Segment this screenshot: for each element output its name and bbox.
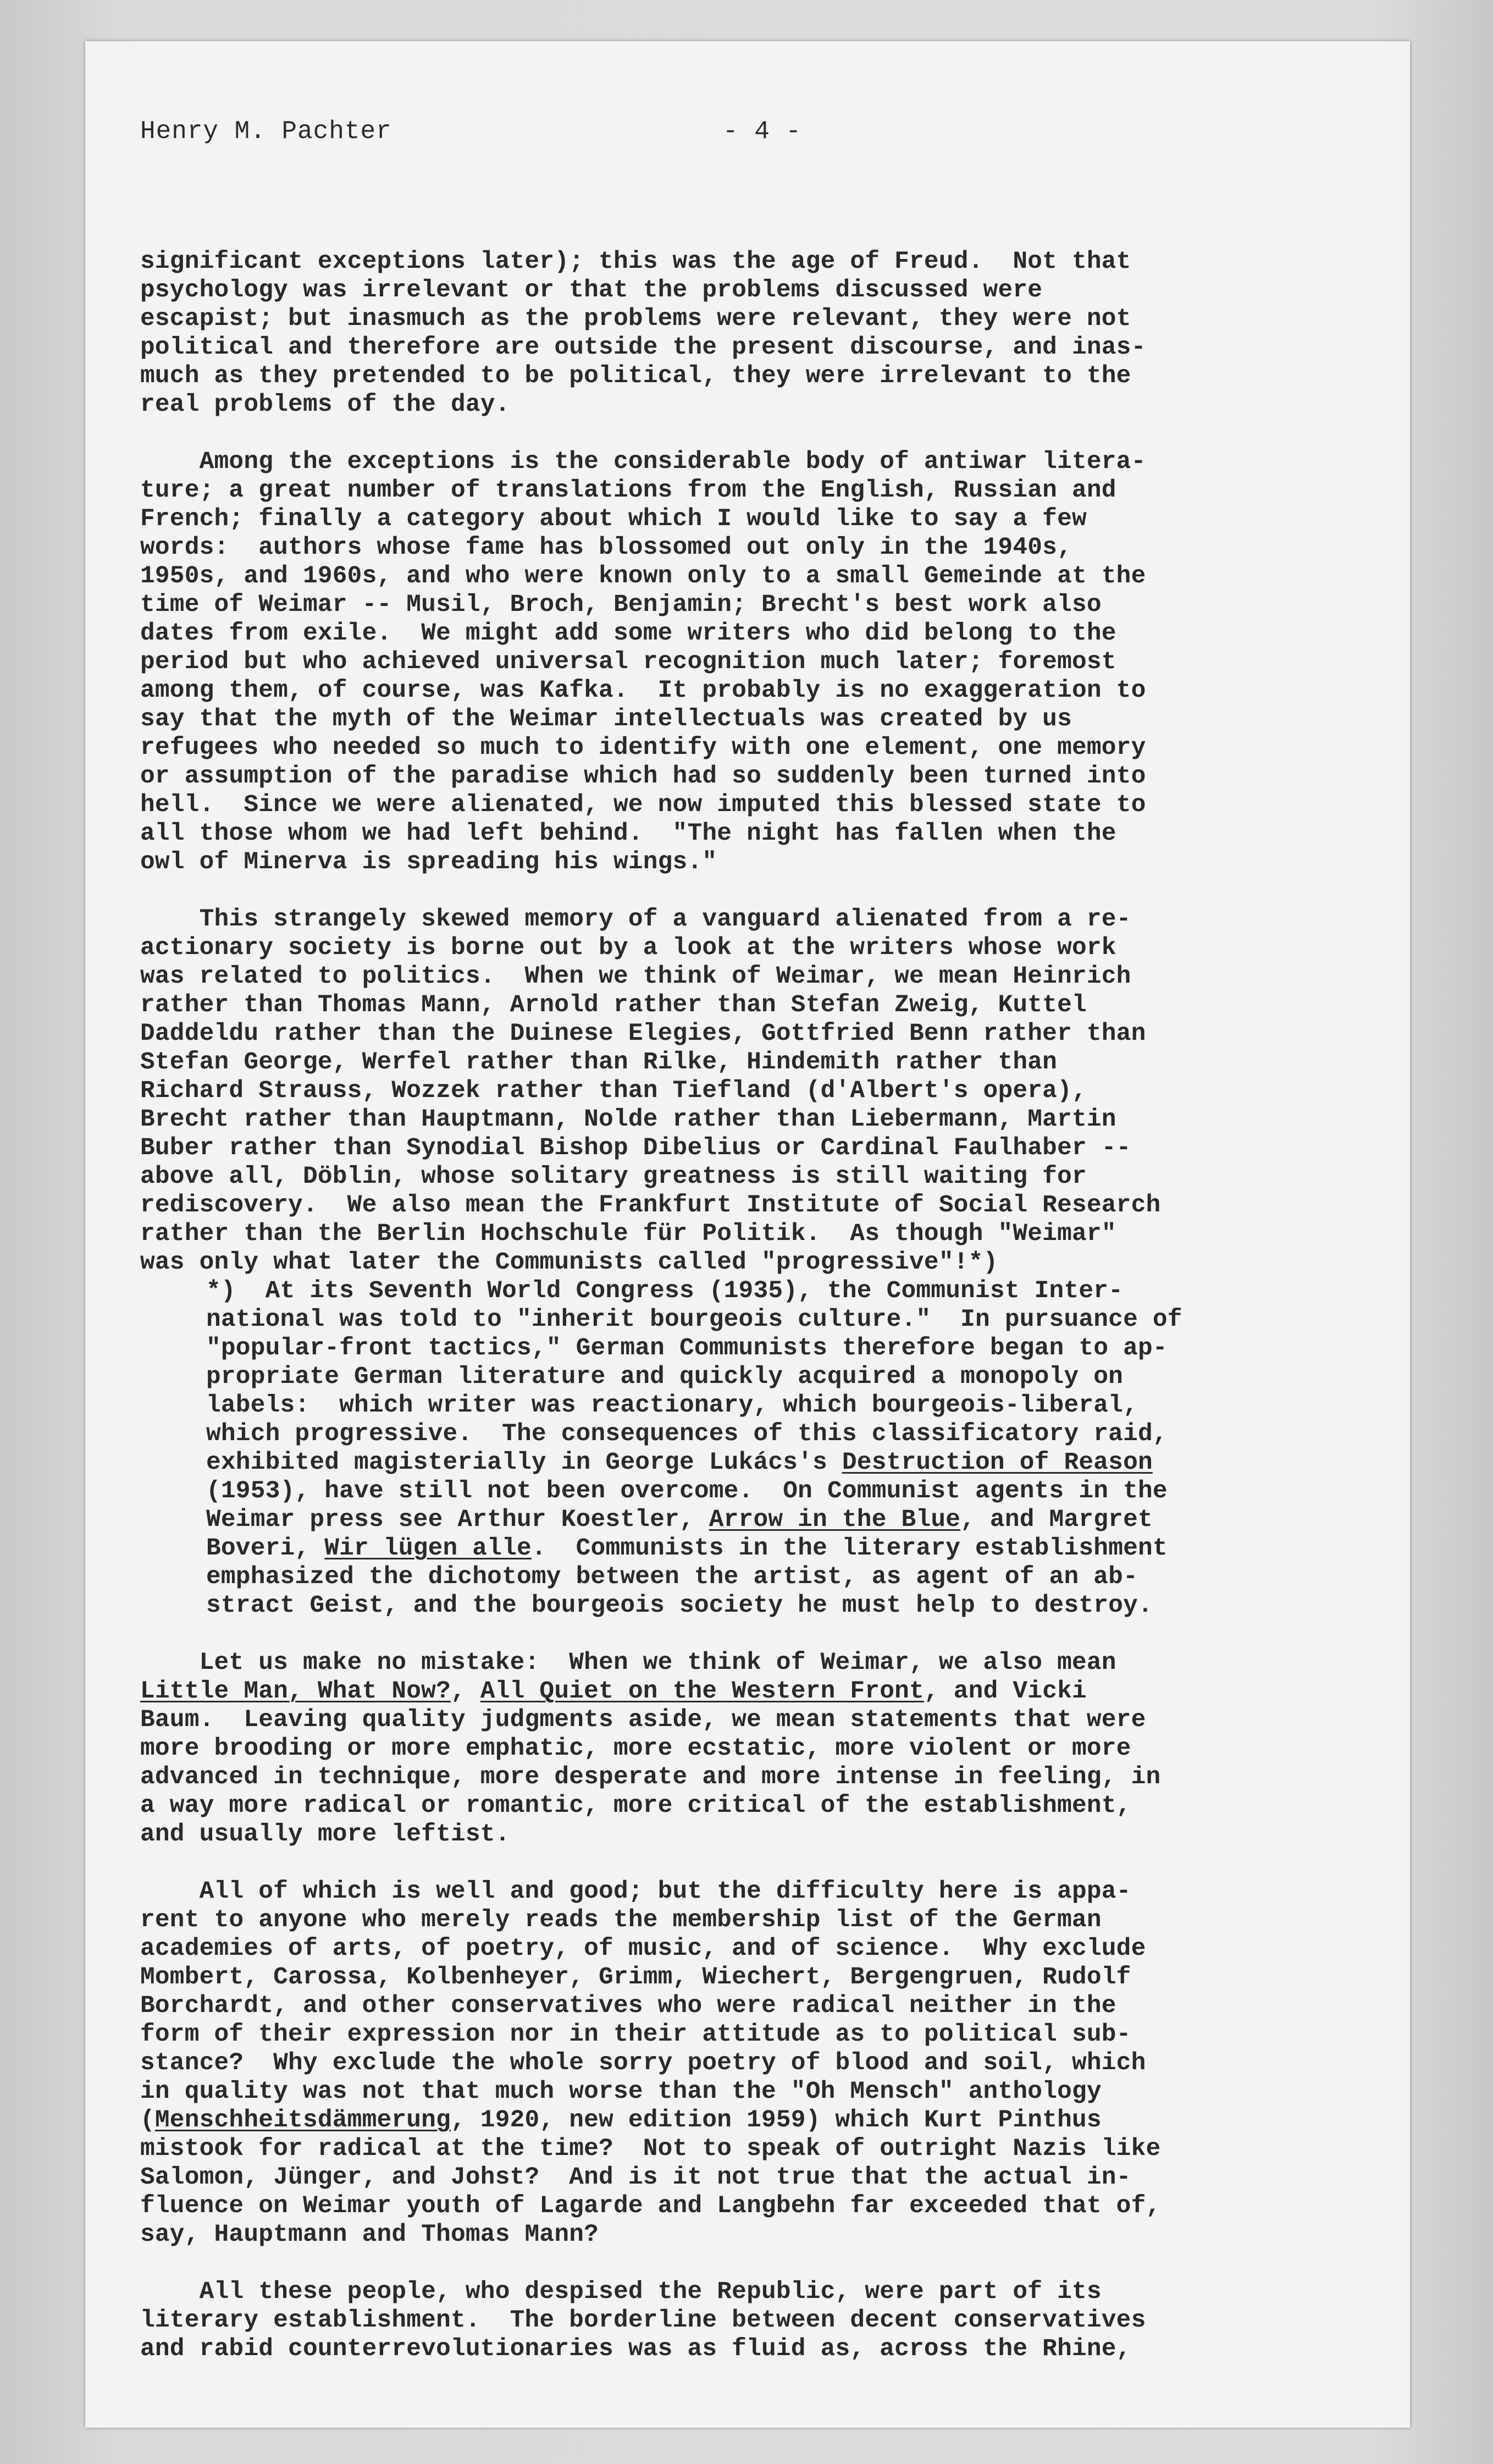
text-line: ture; a great number of translations from the English, Russian and bbox=[140, 477, 1116, 504]
text-line: Brecht rather than Hauptmann, Nolde rather than Liebermann, Martin bbox=[140, 1106, 1116, 1133]
footnote-line: exhibited magisterially in George Lukács's Destruction of Reason bbox=[206, 1449, 1153, 1476]
text-line: Borchardt, and other conservatives who were radical neither in the bbox=[140, 1992, 1116, 2020]
text-line: dates from exile. We might add some writers who did belong to the bbox=[140, 620, 1116, 647]
paragraph-exceptions bbox=[140, 448, 1361, 877]
footnote-line: propriate German literature and quickly acquired a monopoly on bbox=[206, 1363, 1124, 1391]
footnote-line: "popular-front tactics," German Communists therefore began to ap- bbox=[206, 1335, 1168, 1362]
paragraph-freud bbox=[140, 247, 1361, 419]
text-line: above all, Döblin, whose solitary greatness is still waiting for bbox=[140, 1163, 1087, 1190]
text-line: rent to anyone who merely reads the membership list of the German bbox=[140, 1906, 1102, 1934]
text-line: French; finally a category about which I would like to say a few bbox=[140, 505, 1087, 533]
text-line: was only what later the Communists called "progressive"!*) bbox=[140, 1249, 998, 1276]
text-line: among them, of course, was Kafka. It probably is no exaggeration to bbox=[140, 677, 1146, 704]
text-line: All these people, who despised the Republic, were part of its bbox=[140, 2278, 1102, 2306]
text-line: time of Weimar -- Musil, Broch, Benjamin; Brecht's best work also bbox=[140, 591, 1102, 619]
paragraph-academies bbox=[140, 1877, 1361, 2249]
typewritten-page bbox=[85, 41, 1410, 2428]
footnote-line: stract Geist, and the bourgeois society he must help to destroy. bbox=[206, 1592, 1153, 1619]
paragraph-skewed-memory bbox=[140, 905, 1361, 1277]
text-line: Mombert, Carossa, Kolbenheyer, Grimm, Wiechert, Bergengruen, Rudolf bbox=[140, 1964, 1131, 1991]
text-line: refugees who needed so much to identify with one element, one memory bbox=[140, 734, 1146, 762]
footnote-line: (1953), have still not been overcome. On Communist agents in the bbox=[206, 1478, 1168, 1505]
text-line: in quality was not that much worse than the "Oh Mensch" anthology bbox=[140, 2078, 1102, 2105]
text-line: all those whom we had left behind. "The night has fallen when the bbox=[140, 820, 1116, 847]
text-line: Daddeldu rather than the Duinese Elegies, Gottfried Benn rather than bbox=[140, 1020, 1146, 1048]
text-line: words: authors whose fame has blossomed out only in the 1940s, bbox=[140, 534, 1072, 561]
text-line: a way more radical or romantic, more critical of the establishment, bbox=[140, 1792, 1131, 1820]
text-line: This strangely skewed memory of a vanguard alienated from a re- bbox=[140, 906, 1131, 933]
text-line: 1950s, and 1960s, and who were known only to a small Gemeinde at the bbox=[140, 563, 1146, 590]
footnote-line: emphasized the dichotomy between the artist, as agent of an ab- bbox=[206, 1563, 1138, 1591]
text-line: Let us make no mistake: When we think of Weimar, we also mean bbox=[140, 1649, 1116, 1677]
text-line: rediscovery. We also mean the Frankfurt Institute of Social Research bbox=[140, 1192, 1161, 1219]
text-line: Salomon, Jünger, and Johst? And is it not true that the actual in- bbox=[140, 2164, 1131, 2191]
text-line: Stefan George, Werfel rather than Rilke, Hindemith rather than bbox=[140, 1049, 1058, 1076]
author-name: Henry M. Pachter bbox=[140, 117, 392, 146]
text-line: much as they pretended to be political, they were irrelevant to the bbox=[140, 362, 1131, 390]
footnote-line: labels: which writer was reactionary, which bourgeois-liberal, bbox=[206, 1392, 1138, 1419]
text-line: real problems of the day. bbox=[140, 391, 510, 418]
footnote-line: *) At its Seventh World Congress (1935), the Communist Inter- bbox=[206, 1277, 1124, 1305]
text-line: more brooding or more emphatic, more ecstatic, more violent or more bbox=[140, 1735, 1131, 1762]
footnote-line: national was told to "inherit bourgeois culture." In pursuance of bbox=[206, 1306, 1182, 1333]
text-line: (Menschheitsdämmerung, 1920, new edition 1959) which Kurt Pinthus bbox=[140, 2107, 1102, 2134]
text-line: Buber rather than Synodial Bishop Dibelius or Cardinal Faulhaber -- bbox=[140, 1134, 1131, 1162]
text-line: say that the myth of the Weimar intellectuals was created by us bbox=[140, 705, 1072, 733]
text-line: Little Man, What Now?, All Quiet on the Western Front, and Vicki bbox=[140, 1678, 1087, 1705]
document-body bbox=[140, 247, 1361, 2392]
text-line: rather than the Berlin Hochschule für Politik. As though "Weimar" bbox=[140, 1220, 1116, 1248]
text-line: period but who achieved universal recognition much later; foremost bbox=[140, 648, 1116, 676]
paragraph-establishment bbox=[140, 2278, 1361, 2363]
text-line: and usually more leftist. bbox=[140, 1821, 510, 1848]
text-line: academies of arts, of poetry, of music, and of science. Why exclude bbox=[140, 1935, 1146, 1963]
text-line: Baum. Leaving quality judgments aside, we mean statements that were bbox=[140, 1706, 1146, 1734]
page-number: - 4 - bbox=[723, 117, 802, 146]
text-line: owl of Minerva is spreading his wings." bbox=[140, 848, 717, 876]
text-line: escapist; but inasmuch as the problems were relevant, they were not bbox=[140, 305, 1131, 333]
text-line: fluence on Weimar youth of Lagarde and Langbehn far exceeded that of, bbox=[140, 2192, 1161, 2220]
text-line: say, Hauptmann and Thomas Mann? bbox=[140, 2221, 599, 2248]
footnote-line: which progressive. The consequences of this classificatory raid, bbox=[206, 1420, 1168, 1448]
text-line: hell. Since we were alienated, we now imputed this blessed state to bbox=[140, 791, 1146, 819]
text-line: form of their expression nor in their attitude as to political sub- bbox=[140, 2021, 1131, 2048]
paragraph-no-mistake bbox=[140, 1649, 1361, 1849]
page-header bbox=[140, 117, 855, 150]
text-line: advanced in technique, more desperate and more intense in feeling, in bbox=[140, 1763, 1161, 1791]
text-line: and rabid counterrevolutionaries was as fluid as, across the Rhine, bbox=[140, 2335, 1131, 2363]
text-line: Among the exceptions is the considerable body of antiwar litera- bbox=[140, 448, 1146, 476]
text-line: significant exceptions later); this was the age of Freud. Not that bbox=[140, 248, 1131, 275]
text-line: rather than Thomas Mann, Arnold rather than Stefan Zweig, Kuttel bbox=[140, 991, 1087, 1019]
text-line: or assumption of the paradise which had so suddenly been turned into bbox=[140, 763, 1146, 790]
text-line: literary establishment. The borderline between decent conservatives bbox=[140, 2307, 1146, 2334]
text-line: was related to politics. When we think of Weimar, we mean Heinrich bbox=[140, 963, 1131, 990]
footnote-line: Boveri, Wir lügen alle. Communists in the literary establishment bbox=[206, 1535, 1168, 1562]
text-line: political and therefore are outside the present discourse, and inas- bbox=[140, 334, 1146, 361]
text-line: stance? Why exclude the whole sorry poetry of blood and soil, which bbox=[140, 2049, 1146, 2077]
text-line: Richard Strauss, Wozzek rather than Tiefland (d'Albert's opera), bbox=[140, 1077, 1087, 1105]
footnote-line: Weimar press see Arthur Koestler, Arrow in the Blue, and Margret bbox=[206, 1506, 1153, 1534]
text-line: psychology was irrelevant or that the problems discussed were bbox=[140, 277, 1043, 304]
text-line: mistook for radical at the time? Not to speak of outright Nazis like bbox=[140, 2135, 1161, 2163]
text-line: All of which is well and good; but the difficulty here is appa- bbox=[140, 1878, 1131, 1905]
footnote bbox=[140, 1277, 1361, 1620]
text-line: actionary society is borne out by a look at the writers whose work bbox=[140, 934, 1116, 962]
